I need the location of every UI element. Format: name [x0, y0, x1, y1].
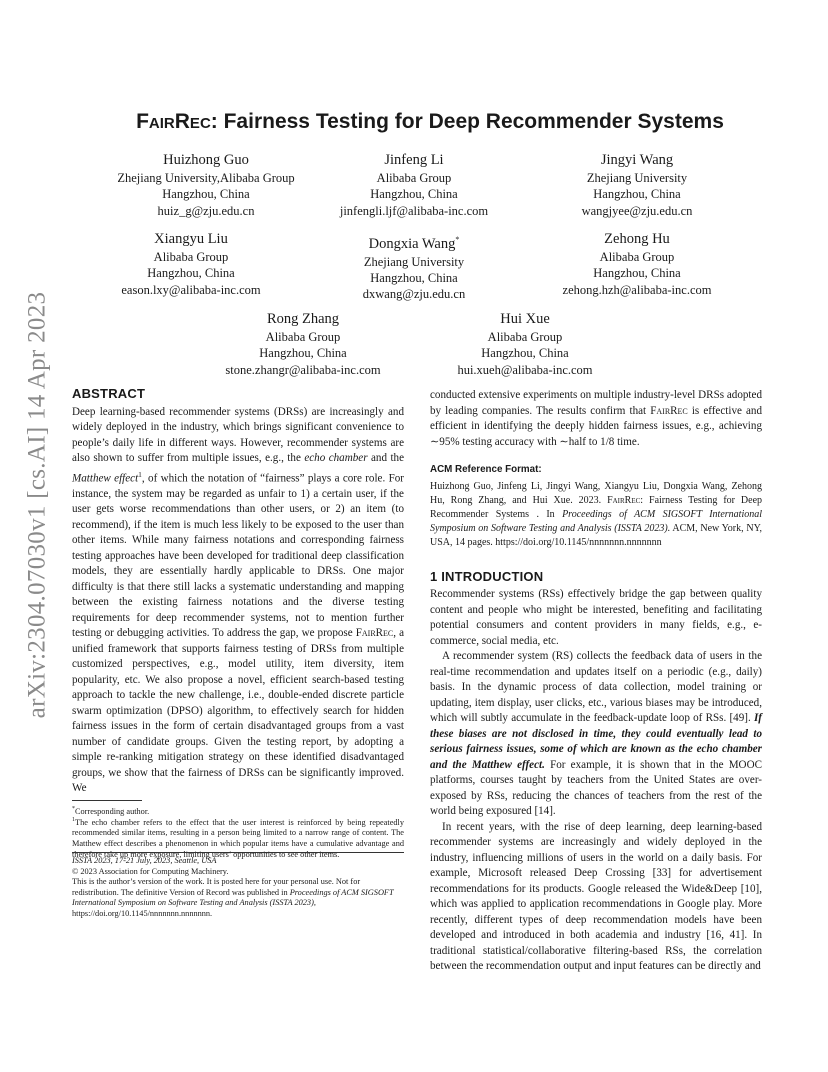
- author-block: [507, 151, 767, 219]
- author-location: Hangzhou, China: [259, 346, 347, 361]
- author-name: Xiangyu Liu: [154, 231, 228, 247]
- author-affiliation: Zhejiang University: [363, 254, 465, 269]
- footnote-mark: 1: [138, 469, 142, 479]
- author-name: Jinfeng Li: [384, 152, 444, 168]
- author-block: [284, 151, 544, 219]
- acm-reference-text: Huizhong Guo, Jinfeng Li, Jingyi Wang, Xiangyu Liu, Dongxia Wang, Zehong Hu, Rong Zhang, and Hui Xue. 2023. FairRec: Fairness Testing for Deep Recommender Systems . In Proceedings of ACM SIGSOFT International Symposium on Software Testing and Analysis (ISSTA 2023). ACM, New York, NY, USA, 14 pages. https://doi.org/10.1145/nnnnnnn.nnnnnnn: [430, 480, 763, 549]
- author-block: [395, 310, 655, 378]
- abstract-heading: ABSTRACT: [72, 386, 146, 401]
- author-location: Hangzhou, China: [147, 266, 235, 281]
- author-affiliation: Alibaba Group: [376, 171, 452, 185]
- footnote-corresponding: *Corresponding author.: [72, 806, 150, 816]
- author-location: Hangzhou, China: [593, 266, 681, 281]
- author-email: stone.zhangr@alibaba-inc.com: [225, 362, 381, 377]
- author-affiliation: Alibaba Group: [599, 250, 675, 264]
- author-email: wangjyee@zju.edu.cn: [581, 203, 693, 218]
- author-name: Dongxia Wang: [368, 235, 456, 252]
- author-name: Zehong Hu: [604, 231, 670, 247]
- author-location: Hangzhou, China: [370, 187, 458, 202]
- author-email: jinfengli.ljf@alibaba-inc.com: [339, 203, 489, 218]
- author-affiliation: Zhejiang University: [586, 171, 688, 185]
- author-block: [173, 310, 433, 378]
- author-affiliation: Alibaba Group: [265, 330, 341, 344]
- copyright: © 2023 Association for Computing Machinery.: [72, 866, 229, 876]
- abstract-text: Deep learning-based recommender systems (DRSs) are increasingly and widely deployed in the industry, which brings significant convenience to people’s daily life in different ways. However, recommender systems are also shown to suffer from multiple issues, e.g., the echo chamber and the Matthew effect$^1$, of which the notation of “fairness” plays a core role. For instance, the system may be regarded as unfair to 1) a certain user, if the user gets worse recommendations than other users, or 2) an item (to recommend), if the item is much less likely to be exposed to the user than other items. While many fairness notations and corresponding fairness testing approaches have been developed for traditional deep classification models, they are essentially hardly applicable to DRSs. One major difficulty is that there still lacks a systematic understanding and mapping between the existing fairness notations and the diverse testing requirements for deep recommender systems, not to mention further testing or debugging activities. To address the gap, we propose FairRec, a unified framework that supports fairness testing of DRSs from multiple customized perspectives, e.g., model utility, item diversity, item popularity, etc. We also propose a novel, efficient search-based testing approach to tackle the new challenge, i.e., double-ended discrete particle swarm optimization (DPSO) algorithm, to effectively search for hidden fairness issues in the form of certain disadvantaged groups from a vast number of candidate groups. Given the testing report, by adopting a simple re-ranking mitigation strategy on these identified disadvantaged groups, we show that the fairness of DRSs can be significantly improved. We: [72, 405, 404, 795]
- author-location: Hangzhou, China: [162, 187, 250, 202]
- author-affiliation: Alibaba Group: [153, 250, 229, 264]
- author-name: Jingyi Wang: [600, 152, 674, 168]
- author-name: Rong Zhang: [266, 311, 340, 327]
- conference-info: [72, 856, 404, 920]
- intro-paragraph: A recommender system (RS) collects the feedback data of users in the real-time recommendation and updates itself on a periodic (e.g., daily) basis. In the dynamic process of data collection, model training or updating, item display, user clicks, etc., various biases may be introduced, which will subtly accumulate in the feedback-update loop of RSs. [49]. If these biases are not disclosed in time, they could eventually lead to serious fairness issues, some of which are known as the echo chamber and the Matthew effect. For example, it is shown that in the MOOC platforms, courses taught by teachers from the United States are over-exposed by RSs, reducing the chances of teachers from the rest of the world being exposured [14].: [430, 650, 762, 818]
- right-column: [430, 388, 762, 975]
- author-email: hui.xueh@alibaba-inc.com: [457, 362, 593, 377]
- author-affiliation: Alibaba Group: [487, 330, 563, 344]
- author-location: Hangzhou, China: [593, 187, 681, 202]
- abstract-continuation: conducted extensive experiments on multiple industry-level DRSs adopted by leading companies. The results confirm that FairRec is effective and efficient in identifying the deeply hidden fairness issues, e.g., achieving ∼95% testing accuracy with ∼half to 1/8 time.: [430, 389, 762, 448]
- footnote-1: $^1$The echo chamber refers to the effect that the user interest is reinforced by being repeatedly recommended similar items, resulting in a person being limited to a narrow range of content. The Matthew effect describes a phenomenon in which popular items have a cumulative advantage and therefore take up more exposure, limiting users’ opportunities to see other items.: [72, 817, 404, 859]
- version-notice: This is the author’s version of the work. It is posted here for your personal use. Not for redistribution. The definitive Version of Record was published in Proceedings of ACM SIGSOFT International Symposium on Software Testing and Analysis (ISSTA 2023), https://doi.org/10.1145/nnnnnnn.nnnnnnn.: [72, 877, 394, 918]
- paper-title: FairRec: Fairness Testing for Deep Recommender Systems: [136, 110, 724, 133]
- author-name: Hui Xue: [500, 311, 550, 327]
- arxiv-stamp: arXiv:2304.07030v1 [cs.AI] 14 Apr 2023: [23, 291, 50, 719]
- author-location: Hangzhou, China: [481, 346, 569, 361]
- footnote-rule: [72, 800, 142, 801]
- author-email: eason.lxy@alibaba-inc.com: [121, 282, 261, 297]
- abstract-section: [72, 386, 404, 797]
- author-block: [61, 230, 321, 298]
- introduction-heading: 1 INTRODUCTION: [430, 568, 544, 584]
- corresponding-mark: *: [455, 235, 460, 244]
- author-email: huiz_g@zju.edu.cn: [157, 203, 255, 218]
- conference-rule: [72, 852, 404, 853]
- conference-venue: ISSTA 2023, 17-21 July, 2023, Seattle, USA: [72, 856, 217, 865]
- author-email: zehong.hzh@alibaba-inc.com: [562, 282, 712, 297]
- author-name: Huizhong Guo: [163, 152, 249, 168]
- author-affiliation: Zhejiang University,Alibaba Group: [117, 171, 295, 185]
- intro-paragraph: Recommender systems (RSs) effectively bridge the gap between quality content and people who might be interested, benefiting and facilitating potential consumers and content providers in many fields, e.g., e-commerce, social media, etc.: [430, 588, 762, 647]
- author-location: Hangzhou, China: [370, 271, 458, 286]
- author-email: dxwang@zju.edu.cn: [362, 287, 466, 302]
- intro-paragraph: In recent years, with the rise of deep learning, deep learning-based recommender systems are increasingly and widely deployed in the industry, influencing millions of users in the world on a daily basis. For example, Microsoft released Deep Crossing [33] for advertisement recommendations for its products. Google released the Wide&Deep [10], which was applied to application recommendations in Google play. More recently, different types of deep recommendation models have been developed and introduced in both academia and industry [16, 41]. In traditional statistical/collaborative filtering-based RSs, the correlation between the recommendation output and input features can be directly and: [430, 820, 762, 973]
- acm-reference-heading: ACM Reference Format:: [430, 464, 542, 475]
- author-block: [284, 230, 544, 303]
- author-block: [507, 230, 767, 298]
